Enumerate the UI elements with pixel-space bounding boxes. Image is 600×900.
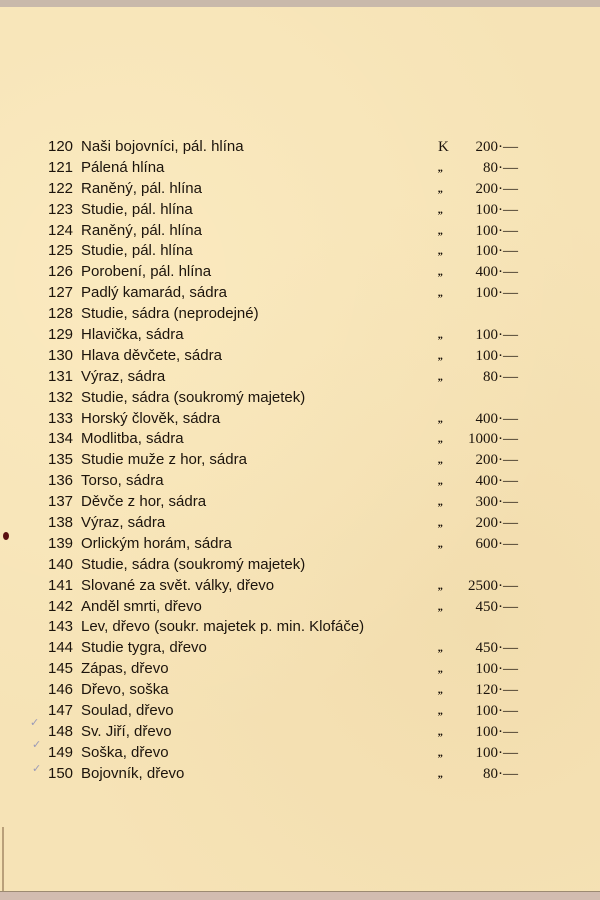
list-item: [48, 158, 518, 179]
price-suffix: ·—: [498, 243, 518, 260]
list-item: [48, 262, 518, 283]
item-number: 149: [48, 743, 74, 761]
currency-label: K: [438, 139, 449, 155]
item-number: 137: [48, 493, 74, 511]
item-number: 150: [48, 764, 74, 782]
price-amount: 100: [475, 285, 498, 302]
item-title: Hlavička, sádra: [81, 326, 184, 344]
list-item: [48, 137, 518, 158]
item-title: Naši bojovníci, pál. hlína: [81, 138, 244, 155]
scan-bottom-border: [0, 891, 600, 900]
price-suffix: ·—: [498, 327, 518, 344]
item-title: Zápas, dřevo: [81, 660, 169, 678]
ditto-mark: „: [438, 161, 444, 174]
pencil-check-mark: ✓: [32, 738, 42, 751]
price-amount: 1000: [468, 431, 498, 448]
ditto-mark: „: [438, 579, 444, 592]
price-suffix: ·—: [498, 473, 518, 490]
artwork-price-list: [48, 137, 518, 785]
item-number: 142: [48, 597, 74, 615]
list-item: [48, 388, 518, 409]
pencil-check-mark: ✓: [30, 716, 40, 729]
item-number: 120: [48, 138, 74, 155]
ditto-mark: „: [438, 412, 444, 425]
list-item: [48, 346, 518, 367]
list-item: [48, 555, 518, 576]
price-amount: 400: [475, 410, 498, 427]
price-suffix: ·—: [498, 661, 518, 678]
price-suffix: ·—: [498, 723, 518, 740]
list-item: [48, 221, 518, 242]
pencil-check-mark: ✓: [32, 762, 42, 775]
price-suffix: ·—: [498, 139, 518, 155]
price-amount: 400: [475, 473, 498, 490]
item-number: 126: [48, 263, 74, 281]
price-amount: 200: [475, 180, 498, 197]
item-number: 123: [48, 200, 74, 218]
price-amount: 100: [475, 703, 498, 720]
ditto-mark: „: [438, 182, 444, 195]
item-number: 145: [48, 660, 74, 678]
price-amount: 80: [483, 368, 498, 385]
ditto-mark: „: [438, 349, 444, 362]
item-title: Hlava děvčete, sádra: [81, 346, 222, 364]
price-suffix: ·—: [498, 159, 518, 176]
list-item: [48, 597, 518, 618]
item-title: Soulad, dřevo: [81, 702, 174, 720]
item-title: Studie, sádra (neprodejné): [81, 305, 259, 323]
ditto-mark: „: [438, 725, 444, 738]
item-number: 130: [48, 346, 74, 364]
item-title: Horský člověk, sádra: [81, 409, 221, 427]
item-number: 138: [48, 514, 74, 532]
list-item: [48, 513, 518, 534]
list-item: [48, 429, 518, 450]
price-suffix: ·—: [498, 222, 518, 239]
item-title: Lev, dřevo (soukr. majetek p. min. Klofáče): [81, 618, 365, 636]
price-amount: 600: [475, 535, 498, 552]
item-number: 144: [48, 639, 74, 657]
list-item: [48, 304, 518, 325]
item-title: Orlickým horám, sádra: [81, 534, 232, 552]
price-amount: 450: [475, 598, 498, 615]
item-title: Modlitba, sádra: [81, 430, 184, 448]
price-amount: 200: [475, 452, 498, 469]
item-number: 147: [48, 702, 74, 720]
price-suffix: ·—: [498, 598, 518, 615]
item-number: 146: [48, 681, 74, 699]
price-amount: 100: [475, 222, 498, 239]
list-item: [48, 492, 518, 513]
list-item: [48, 576, 518, 597]
item-title: Studie, pál. hlína: [81, 200, 193, 218]
catalogue-page: [0, 7, 600, 892]
ditto-mark: „: [438, 517, 444, 530]
price-amount: 300: [475, 494, 498, 511]
price-suffix: ·—: [498, 577, 518, 594]
item-title: Soška, dřevo: [81, 743, 169, 761]
price-amount: 100: [475, 243, 498, 260]
list-item: [48, 325, 518, 346]
list-item: [48, 241, 518, 262]
ditto-mark: „: [438, 370, 444, 383]
item-number: 127: [48, 284, 74, 302]
list-item: [48, 283, 518, 304]
item-title: Padlý kamarád, sádra: [81, 284, 227, 302]
item-title: Raněný, pál. hlína: [81, 221, 202, 239]
ditto-mark: „: [438, 475, 444, 488]
price-suffix: ·—: [498, 431, 518, 448]
item-number: 124: [48, 221, 74, 239]
list-item: [48, 179, 518, 200]
price-amount: 80: [483, 159, 498, 176]
item-title: Děvče z hor, sádra: [81, 493, 207, 511]
item-title: Výraz, sádra: [81, 367, 166, 385]
item-number: 129: [48, 326, 74, 344]
item-title: Sv. Jiří, dřevo: [81, 722, 172, 740]
list-item: [48, 409, 518, 430]
price-suffix: ·—: [498, 765, 518, 782]
ditto-mark: „: [438, 266, 444, 279]
price-suffix: ·—: [498, 347, 518, 364]
price-amount: 120: [475, 682, 498, 699]
item-title: Pálená hlína: [81, 158, 165, 176]
item-number: 135: [48, 451, 74, 469]
ditto-mark: „: [438, 537, 444, 550]
ditto-mark: „: [438, 767, 444, 780]
ditto-mark: „: [438, 746, 444, 759]
price-suffix: ·—: [498, 682, 518, 699]
item-title: Torso, sádra: [81, 472, 164, 490]
page-edge: [2, 827, 4, 892]
item-number: 131: [48, 367, 74, 385]
item-number: 134: [48, 430, 74, 448]
list-item: [48, 680, 518, 701]
item-title: Studie muže z hor, sádra: [81, 451, 247, 469]
price-suffix: ·—: [498, 640, 518, 657]
item-number: 143: [48, 618, 74, 636]
list-item: [48, 534, 518, 555]
item-title: Výraz, sádra: [81, 514, 166, 532]
ditto-mark: „: [438, 433, 444, 446]
list-item: [48, 701, 518, 722]
price-suffix: ·—: [498, 535, 518, 552]
ditto-mark: „: [438, 245, 444, 258]
item-number: 148: [48, 722, 74, 740]
price-suffix: ·—: [498, 744, 518, 761]
list-item: [48, 764, 518, 785]
ditto-mark: „: [438, 454, 444, 467]
price-amount: 100: [475, 744, 498, 761]
item-title: Studie, sádra (soukromý majetek): [81, 388, 306, 406]
price-amount: 400: [475, 264, 498, 281]
item-number: 125: [48, 242, 74, 260]
ditto-mark: „: [438, 496, 444, 509]
item-title: Porobení, pál. hlína: [81, 263, 212, 281]
price-amount: 2500: [468, 577, 498, 594]
price-amount: 100: [475, 661, 498, 678]
item-number: 141: [48, 576, 74, 594]
price-suffix: ·—: [498, 703, 518, 720]
item-title: Studie, sádra (soukromý majetek): [81, 555, 306, 573]
ditto-mark: „: [438, 705, 444, 718]
ditto-mark: „: [438, 287, 444, 300]
price-suffix: ·—: [498, 285, 518, 302]
list-item: [48, 450, 518, 471]
ditto-mark: „: [438, 203, 444, 216]
item-title: Bojovník, dřevo: [81, 764, 185, 782]
price-amount: 200: [475, 515, 498, 532]
ditto-mark: „: [438, 224, 444, 237]
list-item: [48, 200, 518, 221]
price-amount: 100: [475, 201, 498, 218]
price-amount: 100: [475, 347, 498, 364]
item-title: Studie, pál. hlína: [81, 242, 193, 260]
list-item: [48, 471, 518, 492]
item-number: 128: [48, 305, 74, 323]
price-suffix: ·—: [498, 515, 518, 532]
item-number: 133: [48, 409, 74, 427]
ditto-mark: „: [438, 684, 444, 697]
item-title: Anděl smrti, dřevo: [81, 597, 202, 615]
item-number: 139: [48, 534, 74, 552]
list-item: [48, 638, 518, 659]
list-item: [48, 722, 518, 743]
item-title: Slované za svět. války, dřevo: [81, 576, 275, 594]
price-amount: 200: [475, 139, 498, 155]
price-suffix: ·—: [498, 180, 518, 197]
item-title: Dřevo, soška: [81, 681, 169, 699]
item-number: 140: [48, 555, 74, 573]
list-item: [48, 367, 518, 388]
price-amount: 100: [475, 723, 498, 740]
item-number: 121: [48, 158, 74, 176]
price-amount: 80: [483, 765, 498, 782]
price-suffix: ·—: [498, 368, 518, 385]
ink-dot-mark: [3, 532, 9, 540]
list-item: [48, 659, 518, 680]
item-number: 122: [48, 179, 74, 197]
ditto-mark: „: [438, 329, 444, 342]
item-title: Studie tygra, dřevo: [81, 639, 207, 657]
price-suffix: ·—: [498, 494, 518, 511]
item-title: Raněný, pál. hlína: [81, 179, 202, 197]
price-amount: 100: [475, 327, 498, 344]
price-suffix: ·—: [498, 264, 518, 281]
item-number: 136: [48, 472, 74, 490]
ditto-mark: „: [438, 663, 444, 676]
price-suffix: ·—: [498, 452, 518, 469]
list-item: [48, 617, 518, 638]
price-suffix: ·—: [498, 410, 518, 427]
item-number: 132: [48, 388, 74, 406]
ditto-mark: „: [438, 642, 444, 655]
list-item: [48, 743, 518, 764]
ditto-mark: „: [438, 600, 444, 613]
price-suffix: ·—: [498, 201, 518, 218]
price-amount: 450: [475, 640, 498, 657]
